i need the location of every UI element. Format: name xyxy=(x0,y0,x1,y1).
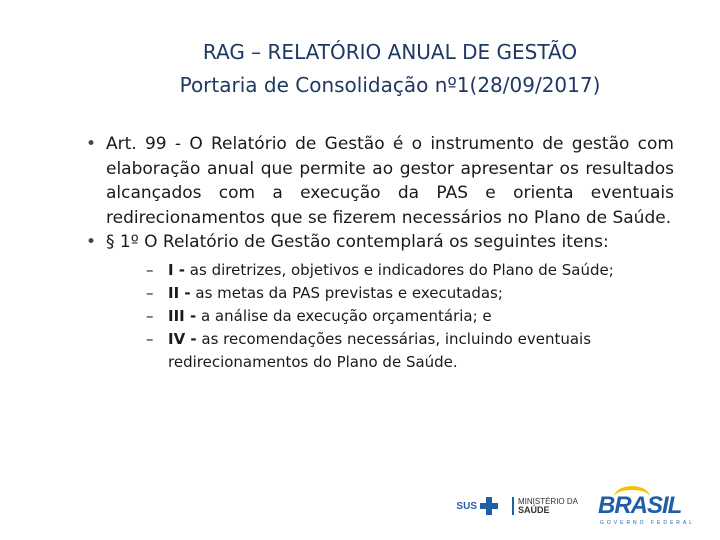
sub-item-text: a análise da execução orçamentária; e xyxy=(196,306,492,325)
sub-item-iv xyxy=(146,328,656,374)
bullet-art-99: • Art. 99 - O Relatório de Gestão é o instrumento de gestão com elaboração anual que permite ao gestor apresentar os resultados alcançados com a execução da PAS e orienta eventuais redirecionamentos que se fizerem necessários no Plano de Saúde. xyxy=(86,132,674,230)
sub-item-text: as metas da PAS previstas e executadas; xyxy=(190,283,503,302)
slide-content xyxy=(86,132,674,374)
sub-item-i xyxy=(146,259,656,282)
brasil-governo-logo xyxy=(592,486,702,526)
title-line-2: Portaria de Consolidação nº1(28/09/2017) xyxy=(179,73,601,97)
sub-item-label: IV - xyxy=(168,329,197,348)
sub-item-text: as diretrizes, objetivos e indicadores do Plano de Saúde; xyxy=(185,260,614,279)
ministerio-saude-logo xyxy=(512,497,578,515)
title-line-1: RAG – RELATÓRIO ANUAL DE GESTÃO xyxy=(202,40,578,64)
sub-item-label: II - xyxy=(168,283,191,302)
sub-item-ii xyxy=(146,282,656,305)
brasil-word: BRASIL xyxy=(598,492,682,519)
sub-item-iii xyxy=(146,305,656,328)
health-cross-icon xyxy=(480,497,498,515)
governo-federal-text: GOVERNO FEDERAL xyxy=(600,520,696,526)
sub-item-text: as recomendações necessárias, incluindo eventuais redirecionamentos do Plano de Saúde. xyxy=(168,329,592,371)
ministerio-line-1: MINISTÉRIO DA xyxy=(517,497,578,506)
ministerio-line-2: SAÚDE xyxy=(517,505,550,515)
footer-logos xyxy=(456,486,702,526)
sub-list xyxy=(146,259,674,374)
slide-title xyxy=(0,36,720,102)
sus-logo-text: SUS xyxy=(456,500,477,512)
sus-logo xyxy=(456,497,498,515)
sub-item-label: I - xyxy=(168,260,186,279)
sub-item-label: III - xyxy=(168,306,197,325)
bullet-paragraph-1: • § 1º O Relatório de Gestão contemplará os seguintes itens: xyxy=(86,230,674,255)
